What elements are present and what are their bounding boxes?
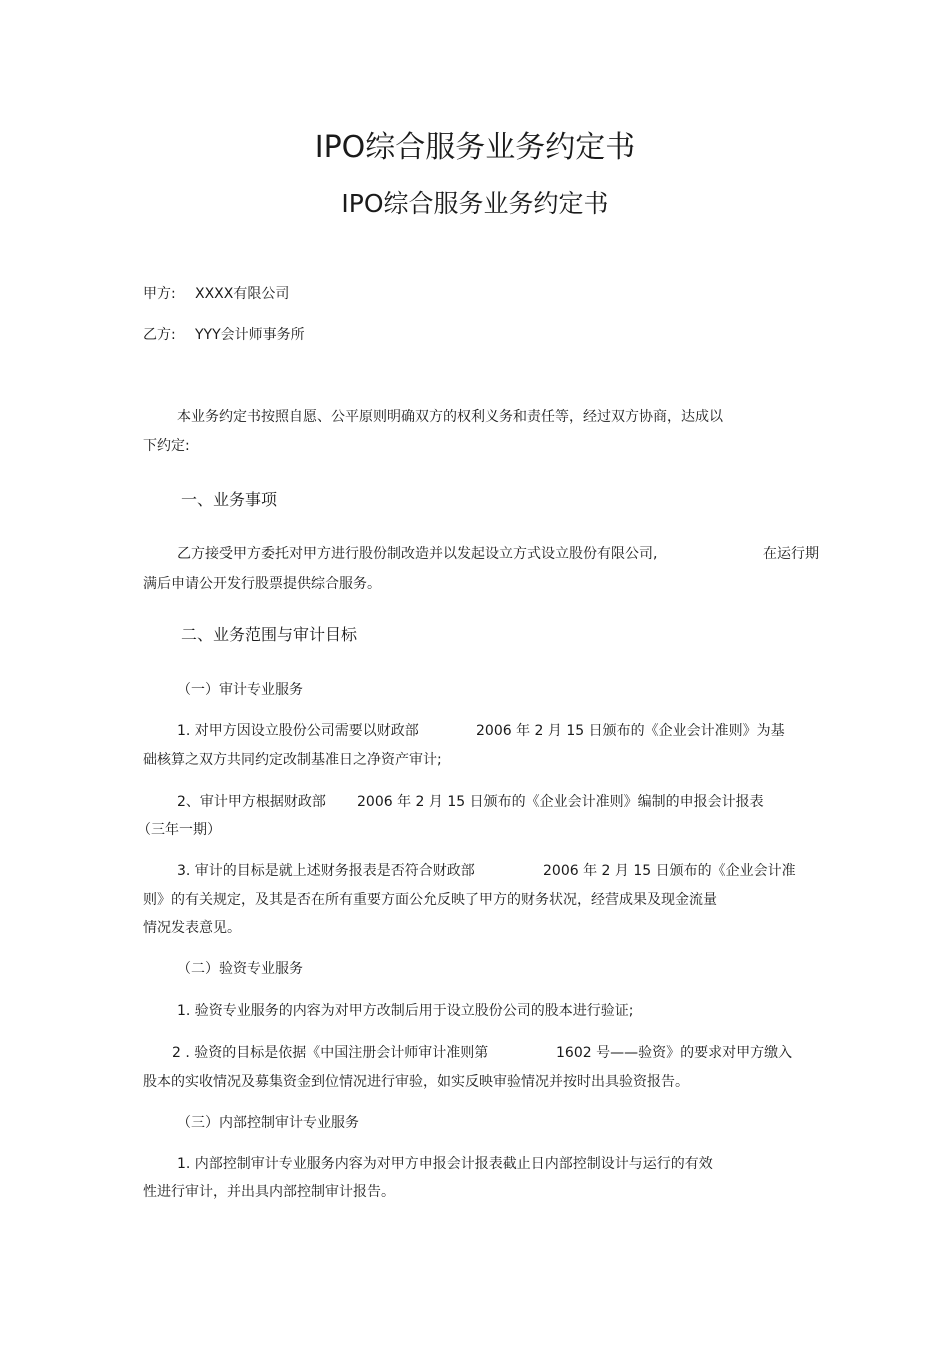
audit-item-3-d: 情况发表意见。 xyxy=(143,920,241,936)
audit-item-2-a: 2、审计甲方根据财政部 xyxy=(177,794,326,810)
audit-item-1-b: 2006 年 2 月 15 日颁布的《企业会计准则》为基 xyxy=(476,723,785,739)
capital-item-2-a: 2 . 验资的目标是依据《中国注册会计师审计准则第 xyxy=(172,1045,489,1061)
intro-line-1: 本业务约定书按照自愿、公平原则明确双方的权利义务和责任等，经过双方协商，达成以 xyxy=(177,409,723,425)
capital-item-1: 1. 验资专业服务的内容为对甲方改制后用于设立股份公司的股本进行验证; xyxy=(177,1003,634,1019)
section-2-heading: 二、业务范围与审计目标 xyxy=(181,625,358,644)
party-a-label: 甲方: xyxy=(143,286,176,302)
party-b-value: YYY会计师事务所 xyxy=(195,327,305,343)
section-1-para-a: 乙方接受甲方委托对甲方进行股份制改造并以发起设立方式设立股份有限公司, xyxy=(177,546,658,562)
subsection-2-heading: （二）验资专业服务 xyxy=(177,961,303,977)
internal-control-item-1-a: 1. 内部控制审计专业服务内容为对甲方申报会计报表截止日内部控制设计与运行的有效 xyxy=(177,1156,713,1172)
audit-item-1-c: 础核算之双方共同约定改制基准日之净资产审计; xyxy=(143,752,442,768)
party-a-value: XXXX有限公司 xyxy=(195,286,290,302)
audit-item-3-b: 2006 年 2 月 15 日颁布的《企业会计准 xyxy=(543,863,796,879)
document-title: IPO综合服务业务约定书 xyxy=(314,130,636,165)
audit-item-3-c: 则》的有关规定，及其是否在所有重要方面公允反映了甲方的财务状况，经营成果及现金流量 xyxy=(143,892,717,908)
section-1-para-2: 满后申请公开发行股票提供综合服务。 xyxy=(143,576,381,592)
party-b-label: 乙方: xyxy=(143,327,176,343)
audit-item-1-a: 1. 对甲方因设立股份公司需要以财政部 xyxy=(177,723,419,739)
audit-item-2-b: 2006 年 2 月 15 日颁布的《企业会计准则》编制的申报会计报表 xyxy=(357,794,764,810)
section-1-para-b: 在运行期 xyxy=(763,546,819,562)
audit-item-3-a: 3. 审计的目标是就上述财务报表是否符合财政部 xyxy=(177,863,475,879)
document-subtitle: IPO综合服务业务约定书 xyxy=(341,189,609,218)
capital-item-2-c: 股本的实收情况及募集资金到位情况进行审验，如实反映审验情况并按时出具验资报告。 xyxy=(143,1074,689,1090)
capital-item-2-b: 1602 号——验资》的要求对甲方缴入 xyxy=(556,1045,793,1061)
subsection-1-heading: （一）审计专业服务 xyxy=(177,682,303,698)
section-1-heading: 一、业务事项 xyxy=(181,490,278,509)
intro-line-2: 下约定: xyxy=(143,438,190,454)
audit-item-2-c: （三年一期） xyxy=(137,822,221,838)
subsection-3-heading: （三）内部控制审计专业服务 xyxy=(177,1115,359,1131)
internal-control-item-1-b: 性进行审计，并出具内部控制审计报告。 xyxy=(143,1184,395,1200)
